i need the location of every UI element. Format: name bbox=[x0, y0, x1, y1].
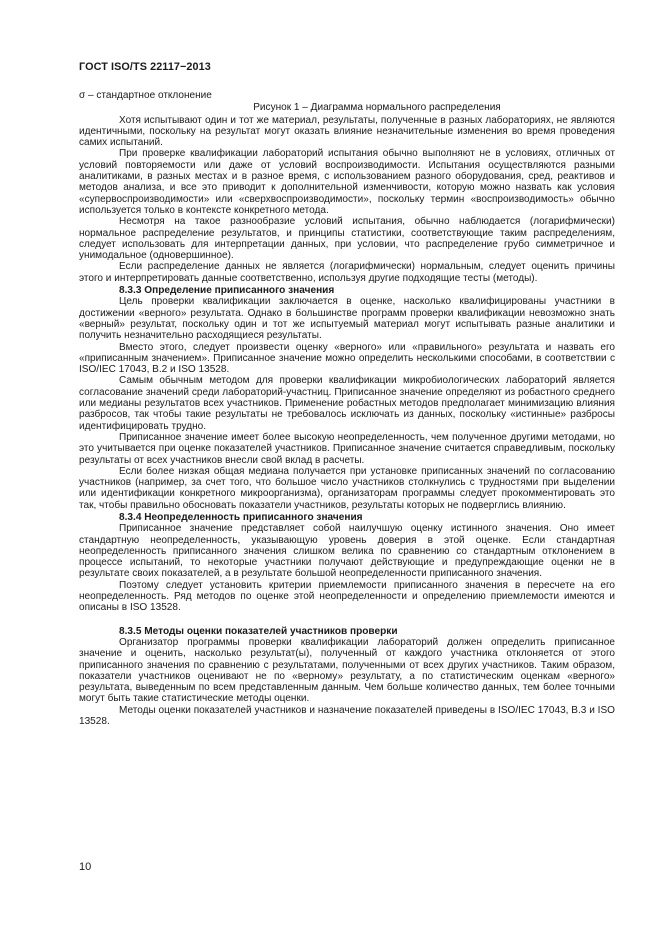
document-code-header: ГОСТ ISO/TS 22117−2013 bbox=[79, 61, 211, 73]
paragraph: Вместо этого, следует произвести оценку «верного» или «правильного» результата и назвать его «приписанным значением». Приписанное значение можно определить несколькими способами, в соответствии с ISO/IEC 17043, B.2 и ISO 13528. bbox=[79, 341, 615, 376]
paragraph: Приписанное значение представляет собой наилучшую оценку истинного значения. Оно имеет стандартную неопределенность, указывающую уровень доверия в этой оценке. Если стандартная неопределенность приписанного значения слишком велика по сравнению со стандартным отклонением в процессе испытаний, то некоторые участники получают действующие и предупреждающие оценки не в результате своих показателей, а в результате большой неопределенности приписанного значения. bbox=[79, 523, 615, 580]
paragraph: При проверке квалификации лабораторий испытания обычно выполняют не в условиях, отличных от условий повторяемости или даже от условий воспроизводимости. Испытания осуществляются разными аналитиками, в разных местах и в разное время, с использованием разного оборудования, сред, реактивов и методов анализа, и все это приводит к дополнительной изменчивости, которую можно назвать как условия «супервоспроизводимости» или «сверхвоспроизводимости», поскольку термин «воспроизводимость» обычно используется только в контексте конкретного метода. bbox=[79, 148, 615, 216]
section-heading-8-3-4: 8.3.4 Неопределенность приписанного значения bbox=[119, 511, 363, 523]
paragraph: Если более низкая общая медиана получается при установке приписанных значений по согласованию участников (например, за счет того, что большое число участников столкнулись с трудностями при выделении или идентификации конкретного микроорганизма), организаторам программы следует прокомментировать это так, чтобы правильно обосновать показатели участников, результаты которых не подверглись влиянию. bbox=[79, 465, 615, 511]
paragraph: Хотя испытывают один и тот же материал, результаты, полученные в разных лабораториях, не являются идентичными, поскольку на результат могут оказать влияние незначительные изменения во время проведения самих испытаний. bbox=[79, 114, 615, 149]
paragraph: Приписанное значение имеет более высокую неопределенность, чем полученное другими методами, но это учитывается при оценке показателей участников. Приписанное значение считается справедливым, поскольку результаты от всех участников внесли свой вклад в расчеты. bbox=[79, 431, 615, 466]
paragraph: Поэтому следует установить критерии приемлемости приписанного значения в пересчете на его неопределенность. Ряд методов по оценке этой неопределенности и определению приемлемости имеются и описаны в ISO 13528. bbox=[79, 579, 615, 614]
paragraph: Самым обычным методом для проверки квалификации микробиологических лабораторий является согласование значений среди лабораторий-участниц. Приписанное значение определяют из робастного среднего или медианы результатов всех участников. Применение робастных методов предполагает минимизацию влияния разбросов, так чтобы такие результаты не требовалось исключать из данных, поскольку «истинные» разбросы идентифицировать трудно. bbox=[79, 375, 615, 432]
paragraph: Если распределение данных не является (логарифмически) нормальным, следует оценить причины этого и интерпретировать данные соответственно, используя другие подходящие тесты (методы). bbox=[79, 261, 615, 284]
page-body bbox=[79, 90, 615, 727]
paragraph: Организатор программы проверки квалификации лабораторий должен определить приписанное значение и оценить, насколько результат(ы), полученный от каждого участника отклоняется от этого приписанного значения по сравнению с результатами, полученными от всех других участников. Таким образом, показатели участников оценивают не по «верному» результату, а по статистическим оценкам «верного» результата, выведенным по всем представленным данным. Чем больше количество данных, тем более точными могут быть такие статистические методы оценки. bbox=[79, 636, 615, 705]
sigma-definition: σ – стандартное отклонение bbox=[79, 90, 212, 101]
section-heading-8-3-5: 8.3.5 Методы оценки показателей участников проверки bbox=[119, 625, 398, 637]
figure-caption: Рисунок 1 – Диаграмма нормального распределения bbox=[253, 102, 501, 114]
page-number: 10 bbox=[79, 861, 92, 873]
paragraph: Методы оценки показателей участников и назначение показателей приведены в ISO/IEC 17043, B.3 и ISO 13528. bbox=[79, 704, 615, 728]
paragraph: Несмотря на такое разнообразие условий испытания, обычно наблюдается (логарифмически) нормальное распределение результатов, и принципы статистики, соответствующие таким распределениям, следует использовать для интерпретации данных, при условии, что распределение грубо симметричное и унимодальное (одновершинное). bbox=[79, 216, 615, 262]
paragraph: Цель проверки квалификации заключается в оценке, насколько квалифицированы участники в достижении «верного» результата. Однако в большинстве программ проверки квалификации невозможно знать «верный» результат, поскольку один и тот же испытуемый материал могут испытывать разные аналитики и получить незначительно расходящиеся результаты. bbox=[79, 296, 615, 342]
section-heading-8-3-3: 8.3.3 Определение приписанного значения bbox=[119, 285, 335, 297]
